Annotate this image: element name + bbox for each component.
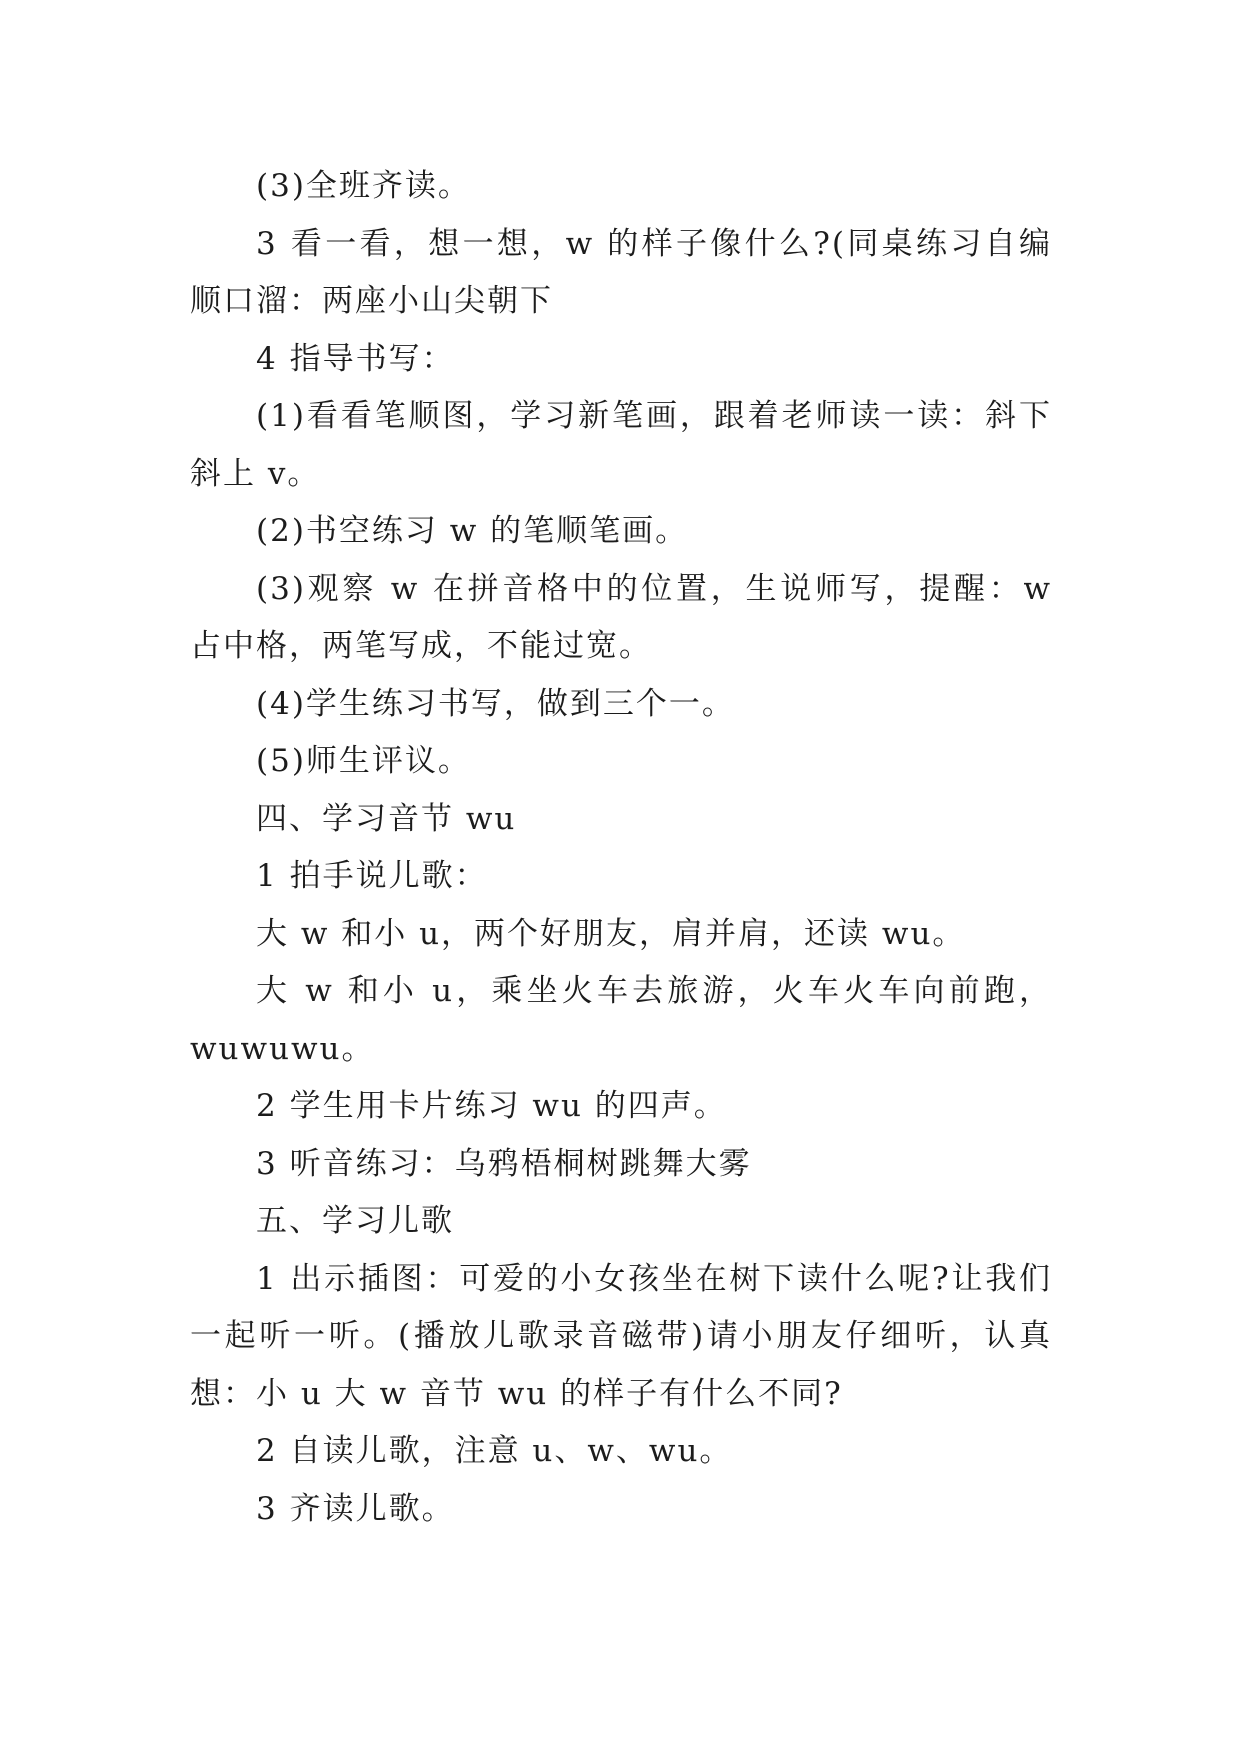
document-body (190, 158, 1052, 1538)
paragraph-3: 4 指导书写： (256, 340, 455, 377)
paragraph-13: 2 学生用卡片练习 wu 的四声。 (256, 1088, 727, 1124)
paragraph-14: 3 听音练习：乌鸦梧桐树跳舞大雾 (256, 1145, 752, 1182)
paragraph-5: (2)书空练习 w 的笔顺笔画。 (256, 513, 689, 549)
paragraph-10: 1 拍手说儿歌： (256, 858, 488, 894)
paragraph-7: (4)学生练习书写，做到三个一。 (256, 685, 735, 722)
paragraph-4: (1)看看笔顺图，学习新笔画，跟着老师读一读：斜下斜上 v。 (190, 398, 1052, 492)
paragraph-1: (3)全班齐读。 (256, 168, 471, 204)
paragraph-8: (5)师生评议。 (256, 743, 471, 779)
paragraph-2: 3 看一看，想一想，w 的样子像什么?(同桌练习自编顺口溜：两座小山尖朝下 (190, 225, 1052, 319)
paragraph-18: 3 齐读儿歌。 (256, 1490, 455, 1527)
rhyme-line-2: 大 w 和小 u，乘坐火车去旅游，火车火车向前跑，wuwuwu。 (190, 973, 1052, 1067)
section-heading-5: 五、学习儿歌 (256, 1203, 454, 1239)
rhyme-line-1: 大 w 和小 u，两个好朋友，肩并肩，还读 wu。 (256, 915, 966, 952)
paragraph-16: 1 出示插图：可爱的小女孩坐在树下读什么呢?让我们一起听一听。(播放儿歌录音磁带)请小朋友仔细听，认真想：小 u 大 w 音节 wu 的样子有什么不同? (190, 1260, 1052, 1412)
paragraph-6: (3)观察 w 在拼音格中的位置，生说师写，提醒：w 占中格，两笔写成，不能过宽。 (190, 570, 1052, 664)
section-heading-4: 四、学习音节 wu (256, 800, 517, 837)
paragraph-17: 2 自读儿歌，注意 u、w、wu。 (256, 1433, 733, 1469)
